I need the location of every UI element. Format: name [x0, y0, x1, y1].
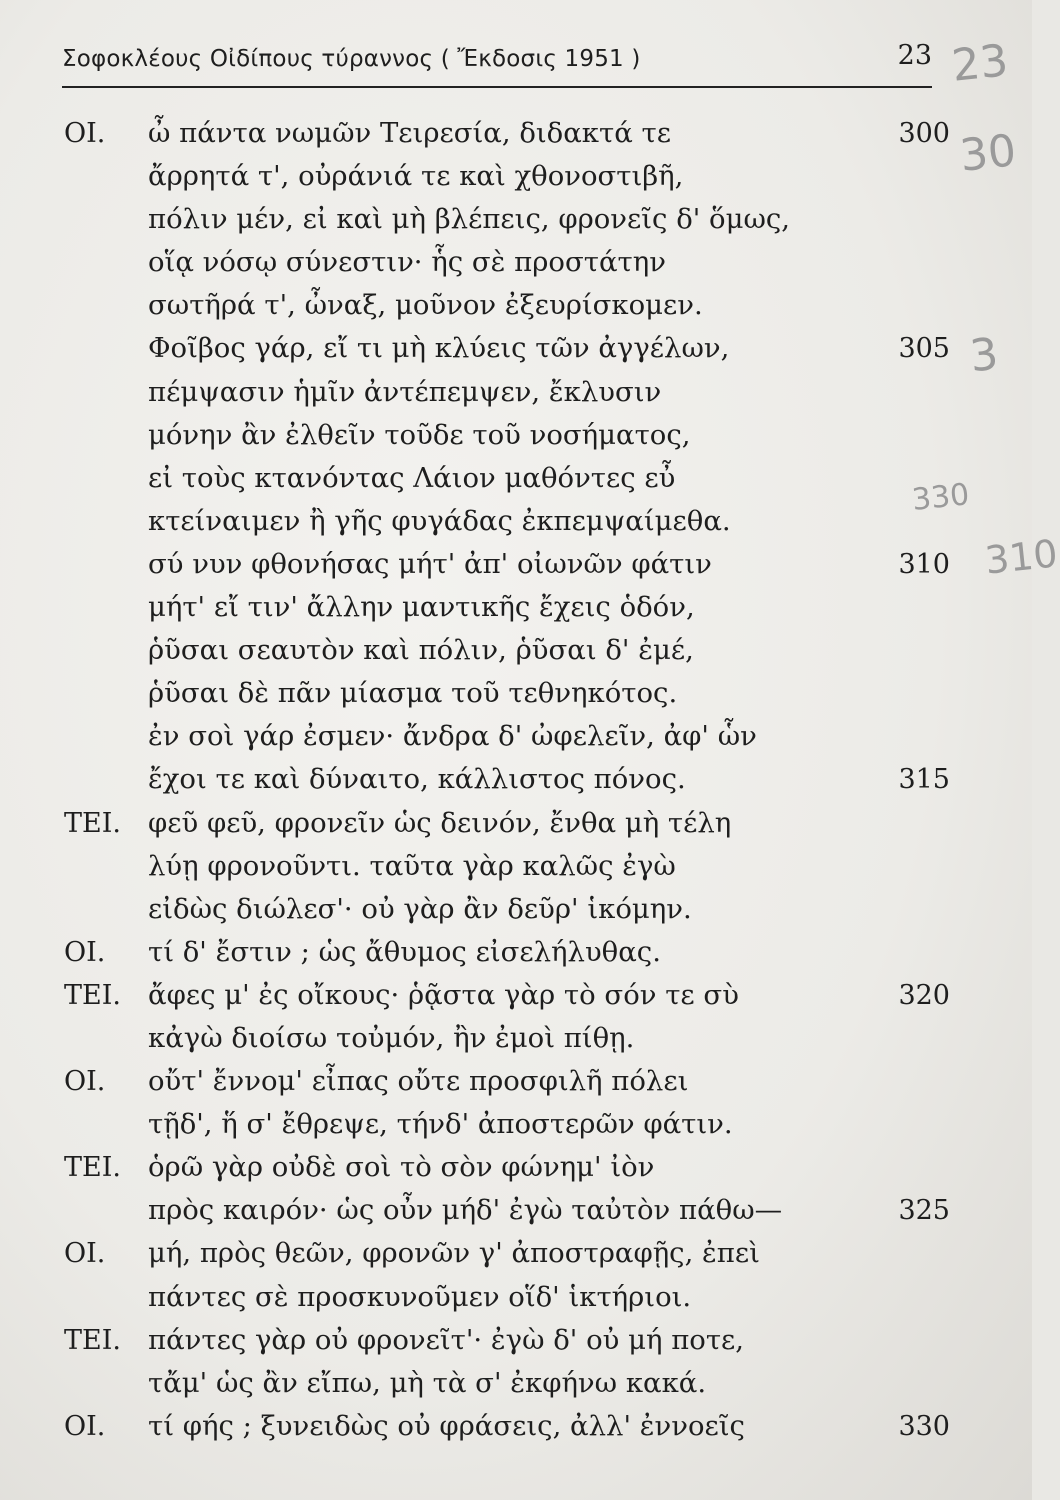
verse-text-line: ὁρῶ γὰρ οὐδὲ σοὶ τὸ σὸν φώνημ' ἰὸν — [148, 1151, 655, 1184]
verse-line — [0, 802, 1032, 845]
verse-text-line: μή, πρὸς θεῶν, φρονῶν γ' ἀποστραφῇς, ἐπεὶ — [148, 1237, 760, 1270]
verse-line — [0, 845, 1032, 888]
verse-line — [0, 629, 1032, 672]
verse-text-line: πάντες γὰρ οὐ φρονεῖτ'· ἐγὼ δ' οὐ μή ποτε, — [148, 1323, 745, 1356]
verse-text-line: φεῦ φεῦ, φρονεῖν ὡς δεινόν, ἔνθα μὴ τέλη — [148, 806, 732, 839]
verse-line — [0, 155, 1032, 198]
line-number: 320 — [898, 979, 950, 1011]
verse-text-line: ἐν σοὶ γάρ ἐσμεν· ἄνδρα δ' ὠφελεῖν, ἀφ' ὧν — [148, 720, 757, 753]
verse-line — [0, 1232, 1032, 1275]
verse-text-line: μόνην ἂν ἐλθεῖν τοῦδε τοῦ νοσήματος, — [148, 418, 691, 451]
pencil-mark: 3 — [967, 328, 1001, 383]
verse-line — [0, 1060, 1032, 1103]
verse-line — [0, 414, 1032, 457]
verse-line — [0, 888, 1032, 931]
verse-line — [0, 1146, 1032, 1189]
verse-text-line: εἰ τοὺς κτανόντας Λάιον μαθόντες εὖ — [148, 461, 676, 494]
running-header — [62, 40, 932, 88]
verse-text-line: σύ νυν φθονήσας μήτ' ἀπ' οἰωνῶν φάτιν — [148, 547, 712, 580]
verse-line — [0, 457, 1032, 500]
speaker-label: ΟΙ. — [64, 936, 106, 968]
line-number: 330 — [898, 1410, 950, 1442]
page-number: 23 — [897, 40, 932, 71]
line-number: 325 — [898, 1195, 950, 1227]
verse-line — [0, 672, 1032, 715]
verse-text-line: τἄμ' ὡς ἂν εἴπω, μὴ τὰ σ' ἐκφήνω κακά. — [148, 1366, 707, 1399]
verse-text-line: ῥῦσαι δὲ πᾶν μίασμα τοῦ τεθνηκότος. — [148, 677, 678, 710]
verse-text-line: εἰδὼς διώλεσ'· οὐ γὰρ ἂν δεῦρ' ἱκόμην. — [148, 892, 692, 925]
verse-line — [0, 715, 1032, 758]
verse-text-line: οἵᾳ νόσῳ σύνεστιν· ἧς σὲ προστάτην — [148, 246, 666, 279]
verse-line — [0, 1103, 1032, 1146]
pencil-mark: 310 — [982, 531, 1060, 583]
verse-line — [0, 586, 1032, 629]
verse-text-line: τί δ' ἔστιν ; ὡς ἄθυμος εἰσελήλυθας. — [148, 935, 661, 968]
verse-line — [0, 327, 1032, 370]
verse-text-line: Φοῖβος γάρ, εἴ τι μὴ κλύεις τῶν ἀγγέλων, — [148, 332, 730, 365]
line-number: 305 — [898, 333, 950, 365]
verse-line — [0, 931, 1032, 974]
pencil-mark: 23 — [949, 35, 1011, 92]
line-number: 315 — [898, 764, 950, 796]
verse-text-line: λύῃ φρονοῦντι. ταῦτα γὰρ καλῶς ἐγὼ — [148, 849, 676, 882]
speaker-label: ΟΙ. — [64, 1066, 106, 1098]
verse-line — [0, 974, 1032, 1017]
verse-line — [0, 1319, 1032, 1362]
header-title: Σοφοκλέους Οἰδίπους τύραννος ( Ἔκδοσις 1951 ) — [62, 46, 641, 72]
verse-line — [0, 1017, 1032, 1060]
verse-text-line: ἄφες μ' ἐς οἴκους· ῥᾷστα γὰρ τὸ σόν τε σὺ — [148, 978, 739, 1011]
line-number: 300 — [898, 118, 950, 149]
verse-line — [0, 543, 1032, 586]
verse-text-line: πάντες σὲ προσκυνοῦμεν οἵδ' ἱκτήριοι. — [148, 1280, 692, 1313]
speaker-label: ΟΙ. — [64, 118, 106, 149]
verse-text-line: τῇδ', ἥ σ' ἔθρεψε, τήνδ' ἀποστερῶν φάτιν. — [148, 1108, 733, 1141]
verse-text-line: ῥῦσαι σεαυτὸν καὶ πόλιν, ῥῦσαι δ' ἐμέ, — [148, 634, 694, 667]
line-number: 310 — [898, 548, 950, 580]
verse-line — [0, 198, 1032, 241]
verse-text-line: μήτ' εἴ τιν' ἄλλην μαντικῆς ἔχεις ὁδόν, — [148, 591, 695, 624]
pencil-mark: 30 — [957, 125, 1019, 182]
verse-text-line: ὦ πάντα νωμῶν Τειρεσία, διδακτά τε — [148, 117, 671, 149]
verse-text — [0, 112, 1032, 1448]
verse-text-line: ἔχοι τε καὶ δύναιτο, κάλλιστος πόνος. — [148, 763, 686, 796]
speaker-label: ΤΕΙ. — [64, 979, 121, 1011]
verse-line — [0, 284, 1032, 327]
pencil-mark: 330 — [910, 477, 971, 518]
speaker-label: ΟΙ. — [64, 1410, 106, 1442]
verse-text-line: κἀγὼ διοίσω τοὐμόν, ἢν ἐμοὶ πίθῃ. — [148, 1021, 635, 1054]
verse-line — [0, 112, 1032, 155]
verse-text-line: σωτῆρά τ', ὦναξ, μοῦνον ἐξευρίσκομεν. — [148, 289, 703, 322]
verse-line — [0, 500, 1032, 543]
verse-text-line: κτείναιμεν ἢ γῆς φυγάδας ἐκπεμψαίμεθα. — [148, 504, 731, 537]
verse-text-line: πόλιν μέν, εἰ καὶ μὴ βλέπεις, φρονεῖς δ' ὅμως, — [148, 203, 791, 236]
speaker-label: ΤΕΙ. — [64, 807, 121, 839]
verse-line — [0, 1276, 1032, 1319]
verse-line — [0, 1362, 1032, 1405]
speaker-label: ΤΕΙ. — [64, 1324, 121, 1356]
verse-line — [0, 371, 1032, 414]
speaker-label: ΟΙ. — [64, 1238, 106, 1270]
verse-line — [0, 758, 1032, 801]
speaker-label: ΤΕΙ. — [64, 1152, 121, 1184]
verse-line — [0, 1405, 1032, 1448]
verse-text-line: τί φής ; ξυνειδὼς οὐ φράσεις, ἀλλ' ἐννοεῖς — [148, 1409, 745, 1442]
verse-line — [0, 1189, 1032, 1232]
verse-text-line: ἄρρητά τ', οὐράνιά τε καὶ χθονοστιβῆ, — [148, 160, 684, 193]
verse-text-line: οὔτ' ἔννομ' εἶπας οὔτε προσφιλῆ πόλει — [148, 1065, 689, 1098]
verse-line — [0, 241, 1032, 284]
verse-text-line: πέμψασιν ἡμῖν ἀντέπεμψεν, ἔκλυσιν — [148, 375, 662, 408]
verse-text-line: πρὸς καιρόν· ὡς οὖν μήδ' ἐγὼ ταὐτὸν πάθω— — [148, 1194, 783, 1227]
